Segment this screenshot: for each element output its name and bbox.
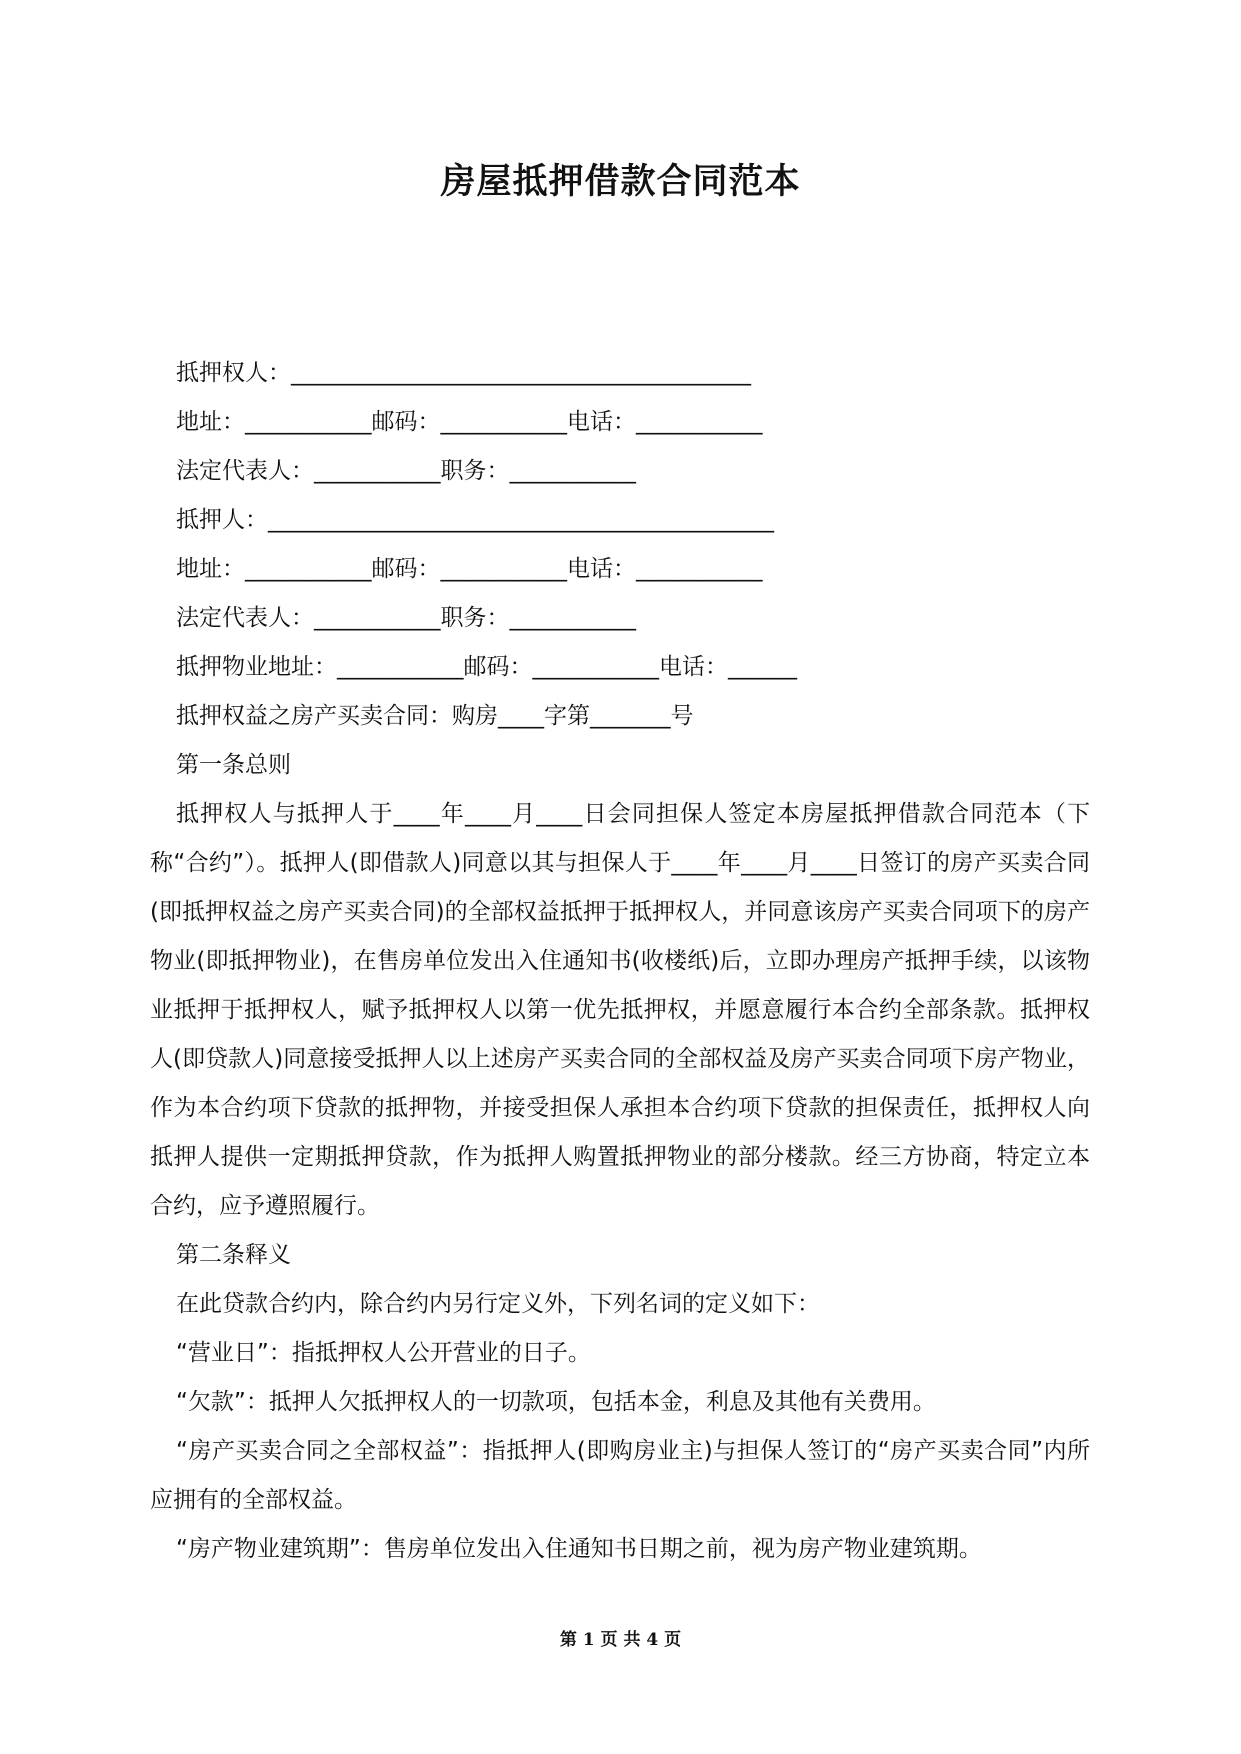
mortgagor-line: 抵押人：____________________________________________ — [176, 507, 774, 533]
article1-paragraph: 抵押权人与抵押人于____年____月____日会同担保人签定本房屋抵押借款合同范本（下称“合约”）。抵押人(即借款人)同意以其与担保人于____年____月____日签订的房产买卖合同(即抵押权益之房产买卖合同)的全部权益抵押于抵押权人，并同意该房产买卖合同项下的房产物业(即抵押物业)，在售房单位发出入住通知书(收楼纸)后，立即办理房产抵押手续，以该物业抵押于抵押权人，赋予抵押权人以第一优先抵押权，并愿意履行本合约全部条款。抵押权人(即贷款人)同意接受抵押人以上述房产买卖合同的全部权益及房产买卖合同项下房产物业，作为本合约项下贷款的抵押物，并接受担保人承担本合约项下贷款的担保责任，抵押权人向抵押人提供一定期抵押贷款，作为抵押人购置抵押物业的部分楼款。经三方协商，特定立本合约，应予遵照履行。 — [150, 801, 1090, 1219]
definition-contract-rights: “房产买卖合同之全部权益”：指抵押人(即购房业主)与担保人签订的“房产买卖合同”内所应拥有的全部权益。 — [150, 1438, 1090, 1513]
purchase-contract-line: 抵押权益之房产买卖合同：购房____字第_______号 — [176, 703, 694, 729]
definition-business-day: “营业日”：指抵押权人公开营业的日子。 — [176, 1340, 591, 1366]
article1-heading: 第一条总则 — [176, 752, 291, 778]
document-title: 房屋抵押借款合同范本 — [440, 162, 801, 202]
mortgagee-address-line: 地址：___________邮码：___________电话：___________ — [176, 409, 763, 435]
article2-intro: 在此贷款合约内，除合约内另行定义外，下列名词的定义如下： — [176, 1291, 820, 1317]
document-body — [150, 349, 1090, 1574]
mortgagor-address-line: 地址：___________邮码：___________电话：___________ — [176, 556, 763, 582]
definition-construction-period: “房产物业建筑期”：售房单位发出入住通知书日期之前，视为房产物业建筑期。 — [176, 1536, 982, 1562]
article2-heading: 第二条释义 — [176, 1242, 291, 1268]
mortgagor-representative-line: 法定代表人：___________职务：___________ — [176, 605, 636, 631]
page-number: 第 1 页 共 4 页 — [559, 1630, 682, 1650]
definition-debt: “欠款”：抵押人欠抵押权人的一切款项，包括本金，利息及其他有关费用。 — [176, 1389, 936, 1415]
mortgagee-representative-line: 法定代表人：___________职务：___________ — [176, 458, 636, 484]
property-address-line: 抵押物业地址：___________邮码：___________电话：______ — [176, 654, 797, 680]
mortgagee-line: 抵押权人：________________________________________ — [176, 360, 751, 386]
